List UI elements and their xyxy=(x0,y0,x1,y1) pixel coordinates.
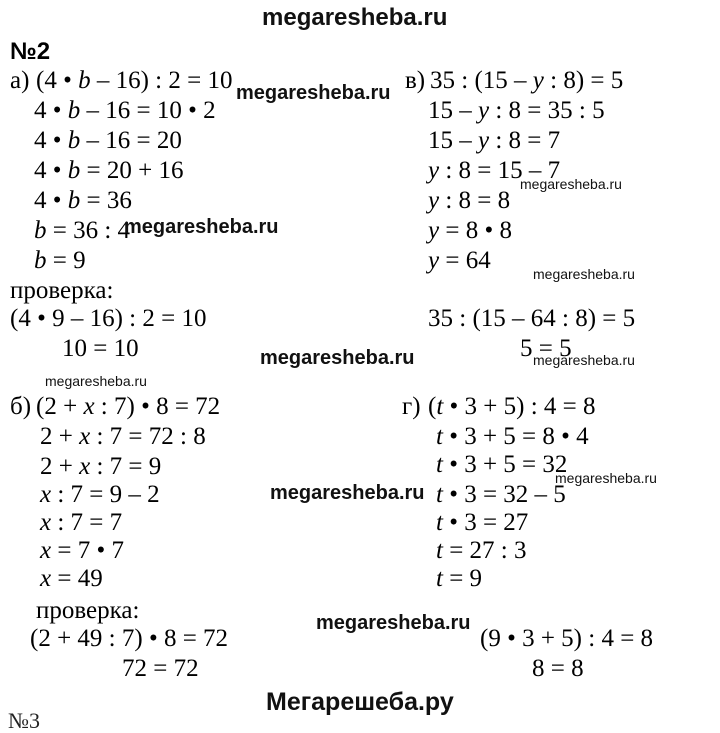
equation-line: y : 8 = 15 – 7 xyxy=(428,157,561,184)
watermark: megaresheba.ru xyxy=(124,216,279,238)
equation-line: (t • 3 + 5) : 4 = 8 xyxy=(428,393,596,420)
equation-line: t • 3 + 5 = 8 • 4 xyxy=(436,423,589,450)
problem-v-label: в) xyxy=(405,67,426,94)
equation-line: 4 • b = 20 + 16 xyxy=(34,157,184,184)
equation-line: t • 3 = 32 – 5 xyxy=(436,481,566,508)
check-line: 35 : (15 – 64 : 8) = 5 xyxy=(428,305,636,332)
equation-line: x : 7 = 7 xyxy=(40,509,123,536)
equation-line: 15 – y : 8 = 7 xyxy=(428,127,561,154)
equation-line: 2 + x : 7 = 9 xyxy=(40,453,162,480)
check-line: (9 • 3 + 5) : 4 = 8 xyxy=(480,625,654,652)
equation-line: (4 • b – 16) : 2 = 10 xyxy=(36,67,233,94)
equation-line: x : 7 = 9 – 2 xyxy=(40,481,160,508)
equation-line: (2 + x : 7) • 8 = 72 xyxy=(36,393,221,420)
equation-line: x = 49 xyxy=(40,565,103,592)
check-line: (4 • 9 – 16) : 2 = 10 xyxy=(10,305,207,332)
footer-watermark: Мегарешеба.ру xyxy=(266,688,454,716)
check-line: 10 = 10 xyxy=(62,335,139,362)
watermark: megaresheba.ru xyxy=(45,373,147,389)
equation-line: t • 3 + 5 = 32 xyxy=(436,451,568,478)
check-line: (2 + 49 : 7) • 8 = 72 xyxy=(30,625,229,652)
equation-line: t = 9 xyxy=(436,565,483,592)
equation-line: b = 36 : 4 xyxy=(34,217,131,244)
header-watermark: megaresheba.ru xyxy=(262,4,448,31)
check-label: проверка: xyxy=(10,277,114,304)
watermark: megaresheba.ru xyxy=(260,347,415,369)
equation-line: y = 8 • 8 xyxy=(428,217,512,244)
watermark: megaresheba.ru xyxy=(555,470,657,486)
watermark: megaresheba.ru xyxy=(533,352,635,368)
equation-line: 2 + x : 7 = 72 : 8 xyxy=(40,423,206,450)
equation-line: y : 8 = 8 xyxy=(428,187,511,214)
watermark: megaresheba.ru xyxy=(533,266,635,282)
equation-line: y = 64 xyxy=(428,247,491,274)
check-line: 5 = 5 xyxy=(520,335,572,362)
check-line: 72 = 72 xyxy=(122,655,199,682)
equation-line: t = 27 : 3 xyxy=(436,537,527,564)
watermark: megaresheba.ru xyxy=(316,612,471,634)
problem-b-label: б) xyxy=(10,393,32,420)
problem-g-label: г) xyxy=(402,393,421,420)
check-line: 8 = 8 xyxy=(532,655,584,682)
equation-line: 4 • b – 16 = 10 • 2 xyxy=(34,97,216,124)
equation-line: 15 – y : 8 = 35 : 5 xyxy=(428,97,605,124)
equation-line: 4 • b = 36 xyxy=(34,187,132,214)
equation-line: 35 : (15 – y : 8) = 5 xyxy=(430,67,624,94)
equation-line: b = 9 xyxy=(34,247,86,274)
task-number: №2 xyxy=(10,38,51,65)
watermark: megaresheba.ru xyxy=(270,482,425,504)
equation-line: 4 • b – 16 = 20 xyxy=(34,127,182,154)
equation-line: t • 3 = 27 xyxy=(436,509,529,536)
watermark: megaresheba.ru xyxy=(236,82,391,104)
watermark: megaresheba.ru xyxy=(520,176,622,192)
equation-line: x = 7 • 7 xyxy=(40,537,124,564)
check-label: проверка: xyxy=(36,597,140,624)
problem-a-label: а) xyxy=(10,67,30,94)
cut-off-text: №3 xyxy=(8,708,40,733)
